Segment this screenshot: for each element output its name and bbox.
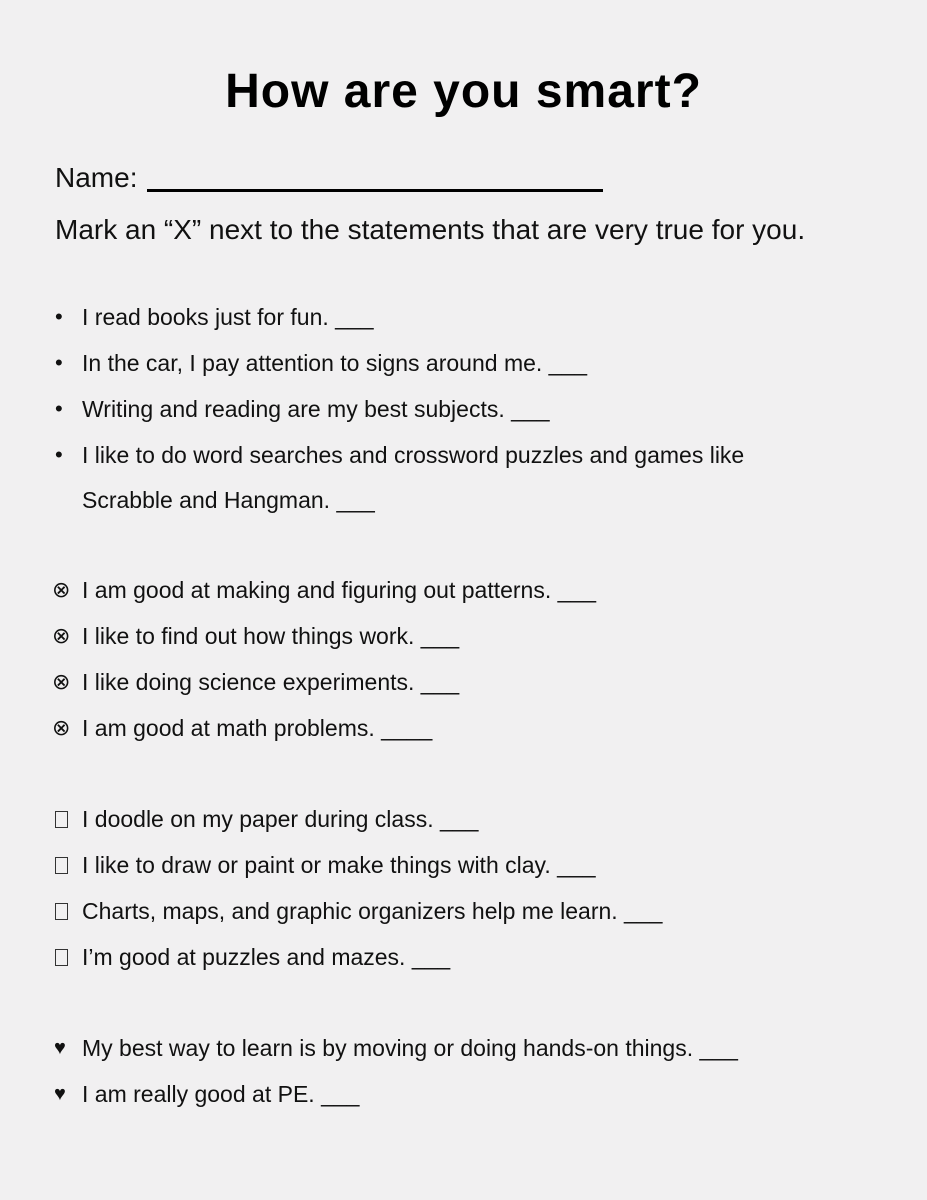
list-item xyxy=(52,850,842,883)
bullet-icon: • xyxy=(55,350,63,375)
statement-text: Charts, maps, and graphic organizers help me learn. ___ xyxy=(82,898,663,924)
statement-text xyxy=(82,440,842,515)
statement-text: I like to draw or paint or make things with clay. ___ xyxy=(82,852,596,878)
statement-text: In the car, I pay attention to signs around me. ___ xyxy=(82,350,588,376)
list-item xyxy=(52,302,842,332)
instructions: Mark an “X” next to the statements that are very true for you. xyxy=(55,214,806,245)
list-item xyxy=(52,713,842,743)
statement-text: I am good at math problems. ____ xyxy=(82,715,433,741)
heart-icon: ♥ xyxy=(54,1083,66,1105)
bullet-icon: • xyxy=(55,442,63,467)
statement-text: My best way to learn is by moving or doing hands-on things. ___ xyxy=(82,1035,738,1061)
statement-line-2: Scrabble and Hangman. ___ xyxy=(82,487,375,513)
circled-x-icon: ⊗ xyxy=(52,623,71,648)
list-item xyxy=(52,942,842,975)
list-item xyxy=(52,348,842,378)
page-title: How are you smart? xyxy=(225,65,702,118)
list-item xyxy=(52,440,842,515)
box-icon xyxy=(52,896,82,929)
list-item xyxy=(52,621,842,651)
list-item xyxy=(52,667,842,697)
box-icon xyxy=(52,804,82,837)
statement-text: Writing and reading are my best subjects. ___ xyxy=(82,396,550,422)
heart-icon: ♥ xyxy=(54,1037,66,1059)
name-label: Name: xyxy=(55,162,138,193)
circled-x-icon: ⊗ xyxy=(52,669,71,694)
list-item xyxy=(52,896,842,929)
list-item xyxy=(52,1079,842,1109)
statement-text: I read books just for fun. ___ xyxy=(82,304,374,330)
box-icon xyxy=(52,850,82,883)
statement-text: I am good at making and figuring out patterns. ___ xyxy=(82,577,596,603)
statement-text: I like to find out how things work. ___ xyxy=(82,623,460,649)
bullet-icon: • xyxy=(55,304,63,329)
list-item xyxy=(52,804,842,837)
list-item xyxy=(52,1033,842,1063)
circled-x-icon: ⊗ xyxy=(52,577,71,602)
list-item xyxy=(52,394,842,424)
statement-text: I am really good at PE. ___ xyxy=(82,1081,360,1107)
list-item xyxy=(52,575,842,605)
statement-text: I doodle on my paper during class. ___ xyxy=(82,806,479,832)
name-blank-line[interactable] xyxy=(147,189,603,192)
circled-x-icon: ⊗ xyxy=(52,715,71,740)
statement-text: I like doing science experiments. ___ xyxy=(82,669,460,695)
box-icon xyxy=(52,942,82,975)
statement-line-1: I like to do word searches and crossword puzzles and games like xyxy=(82,442,745,468)
bullet-icon: • xyxy=(55,396,63,421)
statement-text: I’m good at puzzles and mazes. ___ xyxy=(82,944,451,970)
name-row xyxy=(55,160,603,196)
